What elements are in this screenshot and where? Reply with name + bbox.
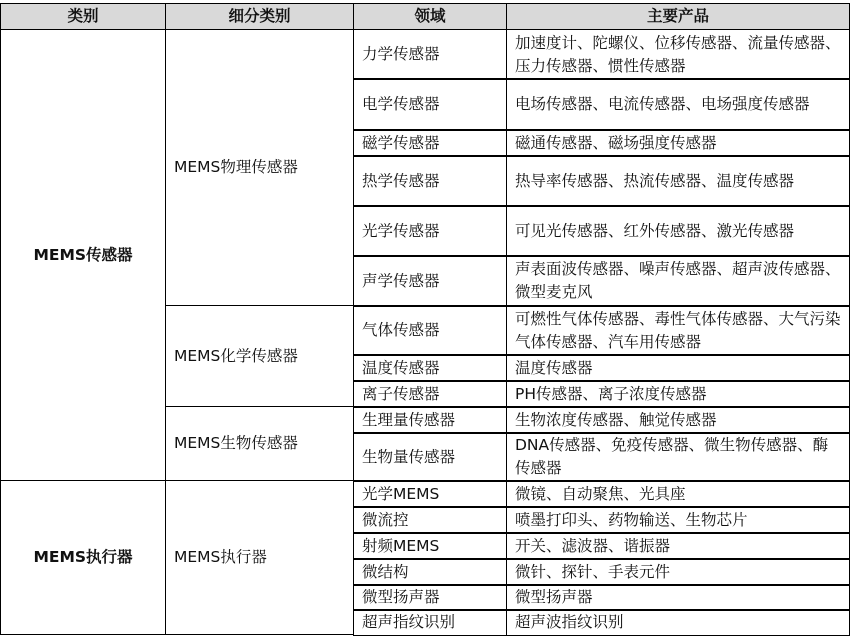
field-cell: 声学传感器 [353, 255, 507, 307]
field-cell: 微型扬声器 [353, 584, 507, 611]
field-cell: 磁学传感器 [353, 129, 507, 157]
products-cell: 电场传感器、电流传感器、电场强度传感器 [506, 78, 850, 131]
products-cell: 微型扬声器 [506, 584, 850, 611]
products-cell: 温度传感器 [506, 354, 850, 382]
field-cell: 生物量传感器 [353, 432, 507, 482]
subcategory-physical: MEMS物理传感器 [165, 29, 354, 306]
field-cell: 力学传感器 [353, 29, 507, 80]
field-cell: 气体传感器 [353, 305, 507, 356]
products-cell: 微针、探针、手表元件 [506, 558, 850, 586]
products-cell: 声表面波传感器、噪声传感器、超声波传感器、微型麦克风 [506, 255, 850, 307]
field-cell: 光学传感器 [353, 205, 507, 257]
subcategory-biological: MEMS生物传感器 [165, 406, 354, 481]
subcategory-chemical: MEMS化学传感器 [165, 305, 354, 407]
products-cell: PH传感器、离子浓度传感器 [506, 380, 850, 408]
field-cell: 电学传感器 [353, 78, 507, 131]
category-mems-sensor: MEMS传感器 [0, 29, 166, 481]
subcategory-actuator: MEMS执行器 [165, 480, 354, 635]
field-cell: 热学传感器 [353, 155, 507, 207]
products-cell: 可见光传感器、红外传感器、激光传感器 [506, 205, 850, 257]
category-mems-actuator: MEMS执行器 [0, 480, 166, 635]
products-cell: 喷墨打印头、药物输送、生物芯片 [506, 506, 850, 534]
products-cell: 开关、滤波器、谐振器 [506, 532, 850, 560]
products-cell: DNA传感器、免疫传感器、微生物传感器、酶传感器 [506, 432, 850, 482]
field-cell: 离子传感器 [353, 380, 507, 408]
products-cell: 磁通传感器、磁场强度传感器 [506, 129, 850, 157]
header-subcategory: 细分类别 [165, 3, 354, 30]
field-cell: 温度传感器 [353, 354, 507, 382]
products-cell: 生物浓度传感器、触觉传感器 [506, 406, 850, 434]
products-cell: 超声波指纹识别 [506, 609, 850, 636]
field-cell: 生理量传感器 [353, 406, 507, 434]
field-cell: 光学MEMS [353, 480, 507, 508]
products-cell: 加速度计、陀螺仪、位移传感器、流量传感器、压力传感器、惯性传感器 [506, 29, 850, 80]
field-cell: 射频MEMS [353, 532, 507, 560]
header-category: 类别 [0, 3, 166, 30]
header-products: 主要产品 [506, 3, 850, 30]
field-cell: 微结构 [353, 558, 507, 586]
field-cell: 微流控 [353, 506, 507, 534]
header-field: 领域 [353, 3, 507, 30]
products-cell: 可燃性气体传感器、毒性气体传感器、大气污染气体传感器、汽车用传感器 [506, 305, 850, 356]
products-cell: 微镜、自动聚焦、光具座 [506, 480, 850, 508]
field-cell: 超声指纹识别 [353, 609, 507, 636]
products-cell: 热导率传感器、热流传感器、温度传感器 [506, 155, 850, 207]
